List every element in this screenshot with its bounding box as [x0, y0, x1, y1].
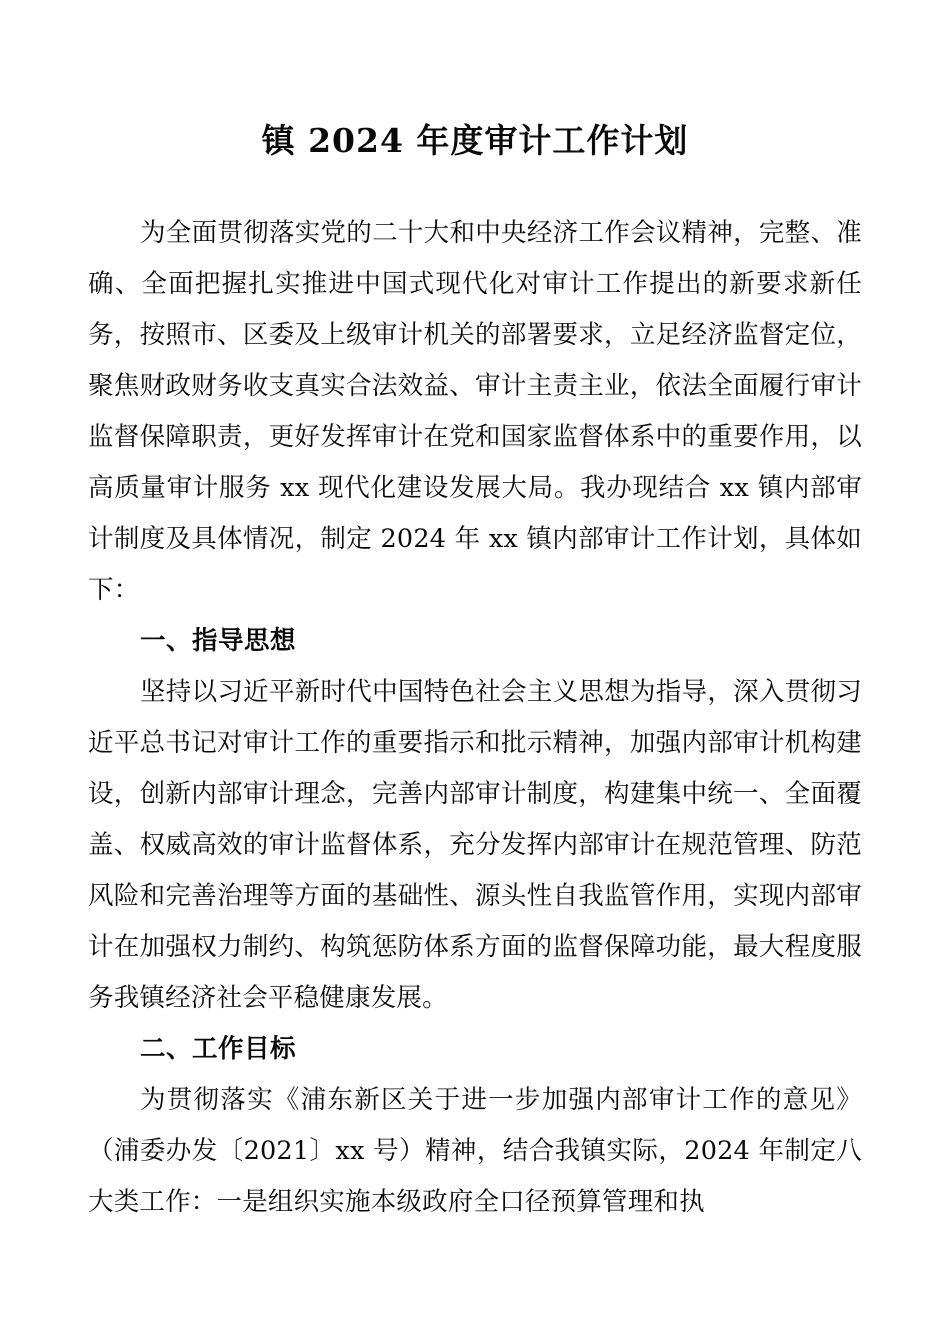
section-heading-two: 二、工作目标 — [140, 1034, 297, 1065]
section-two-paragraph: 为贯彻落实《浦东新区关于进一步加强内部审计工作的意见》（浦委办发〔2021〕xx 号）精神，结合我镇实际，2024 年制定八大类工作：一是组织实施本级政府全口径预算管理和执 — [88, 1085, 862, 1218]
intro-paragraph: 为全面贯彻落实党的二十大和中央经济工作会议精神，完整、准确、全面把握扎实推进中国式现代化对审计工作提出的新要求新任务，按照市、区委及上级审计机关的部署要求，立足经济监督定位，聚焦财政财务收支真实合法效益、审计主责主业，依法全面履行审计监督保障职责，更好发挥审计在党和国家监督体系中的重要作用，以高质量审计服务 xx 现代化建设发展大局。我办现结合 xx 镇内部审计制度及具体情况，制定 2024 年 xx 镇内部审计工作计划，具体如下： — [88, 218, 862, 606]
section-heading-one: 一、指导思想 — [140, 626, 297, 657]
section-one-paragraph: 坚持以习近平新时代中国特色社会主义思想为指导，深入贯彻习近平总书记对审计工作的重要指示和批示精神，加强内部审计机构建设，创新内部审计理念，完善内部审计制度，构建集中统一、全面覆盖、权威高效的审计监督体系，充分发挥内部审计在规范管理、防范风险和完善治理等方面的基础性、源头性自我监管作用，实现内部审计在加强权力制约、构筑惩防体系方面的监督保障功能，最大程度服务我镇经济社会平稳健康发展。 — [88, 677, 862, 1014]
page-title: 镇 2024 年度审计工作计划 — [261, 121, 689, 160]
